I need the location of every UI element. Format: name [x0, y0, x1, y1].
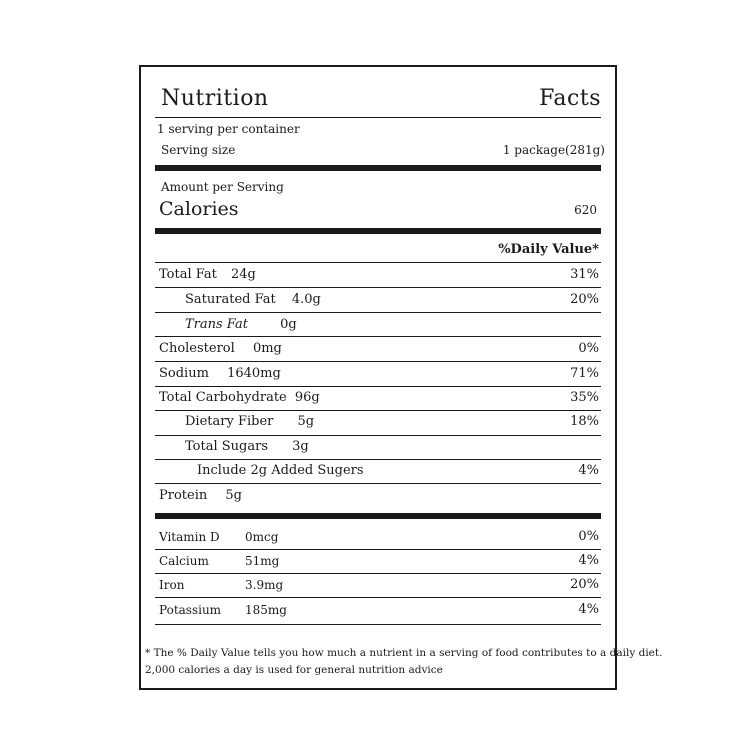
- divider: [155, 312, 601, 313]
- thick-divider: [155, 513, 601, 519]
- divider: [155, 549, 601, 550]
- amount-per-serving: Amount per Serving: [161, 180, 284, 194]
- vitamin-d-name: Vitamin D: [159, 530, 220, 544]
- iron-dv: 20%: [570, 577, 599, 592]
- divider: [155, 262, 601, 263]
- nutrient-dv: 31%: [570, 267, 599, 282]
- potassium-dv: 4%: [578, 602, 599, 617]
- calories-value: 620: [574, 203, 597, 217]
- nutrient-dv: 18%: [570, 414, 599, 429]
- nutrient-total-carbohydrate: [159, 390, 320, 405]
- nutrient-added-sugars: Include 2g Added Sugers: [197, 463, 364, 478]
- title-nutrition: Nutrition: [161, 86, 269, 111]
- nutrient-name: Cholesterol: [159, 341, 235, 356]
- nutrient-amount: 1640mg: [227, 366, 281, 381]
- nutrient-dietary-fiber: [185, 414, 314, 429]
- divider: [155, 336, 601, 337]
- footnote-line-2: 2,000 calories a day is used for general nutrition advice: [145, 664, 443, 676]
- divider: [155, 483, 601, 484]
- nutrient-amount: 4.0g: [291, 292, 321, 307]
- servings-per-container: 1 serving per container: [157, 122, 300, 136]
- potassium-name: Potassium: [159, 603, 222, 617]
- nutrition-facts-panel: [139, 65, 663, 690]
- divider: [155, 287, 601, 288]
- footnote-line-1: * The % Daily Value tells you how much a nutrient in a serving of food contributes to a daily diet.: [145, 647, 663, 659]
- divider: [155, 117, 601, 118]
- daily-value-header: %Daily Value*: [498, 242, 599, 257]
- thick-divider: [155, 165, 601, 171]
- nutrient-name: Trans Fat: [185, 317, 248, 332]
- nutrient-name: Total Fat: [159, 267, 217, 282]
- calories-label: Calories: [159, 198, 239, 220]
- calcium-dv: 4%: [578, 553, 599, 568]
- nutrient-trans-fat: [185, 317, 297, 332]
- nutrient-dv: 0%: [578, 341, 599, 356]
- nutrient-dv: 20%: [570, 292, 599, 307]
- nutrient-name: Saturated Fat: [185, 292, 276, 307]
- nutrient-amount: 5g: [297, 414, 315, 429]
- nutrient-name: Sodium: [159, 366, 209, 381]
- calcium-amount: 51mg: [245, 554, 280, 568]
- nutrient-total-fat: [159, 267, 256, 282]
- calcium-name: Calcium: [159, 554, 209, 568]
- thick-divider: [155, 228, 601, 234]
- nutrient-sodium: [159, 366, 281, 381]
- nutrient-amount: 0g: [280, 317, 297, 332]
- title-facts: Facts: [539, 86, 601, 111]
- nutrient-amount: 3g: [292, 439, 309, 454]
- nutrient-amount: 24g: [231, 267, 256, 282]
- nutrient-protein: [159, 488, 242, 503]
- nutrient-dv: 35%: [570, 390, 599, 405]
- divider: [155, 624, 601, 625]
- nutrient-name: Protein: [159, 488, 208, 503]
- divider: [155, 361, 601, 362]
- nutrient-total-sugars: [185, 439, 309, 454]
- serving-size-label: Serving size: [161, 143, 236, 157]
- nutrient-amount: 5g: [225, 488, 242, 503]
- nutrient-name: Total Carbohydrate: [159, 390, 287, 405]
- nutrient-amount: 96g: [294, 390, 320, 405]
- potassium-amount: 185mg: [245, 603, 287, 617]
- nutrient-name: Dietary Fiber: [185, 414, 274, 429]
- iron-amount: 3.9mg: [245, 578, 284, 592]
- nutrient-dv: 71%: [570, 366, 599, 381]
- divider: [155, 410, 601, 411]
- divider: [155, 573, 601, 574]
- iron-name: Iron: [159, 578, 185, 592]
- divider: [155, 386, 601, 387]
- nutrient-name: Total Sugars: [185, 439, 268, 454]
- nutrient-saturated-fat: [185, 292, 321, 307]
- serving-size-value: 1 package(281g): [502, 143, 605, 157]
- divider: [155, 459, 601, 460]
- divider: [155, 435, 601, 436]
- nutrient-amount: 0mg: [252, 341, 282, 356]
- nutrient-cholesterol: [159, 341, 282, 356]
- nutrient-dv: 4%: [578, 463, 599, 478]
- vitamin-d-dv: 0%: [578, 529, 599, 544]
- divider: [155, 597, 601, 598]
- vitamin-d-amount: 0mcg: [245, 530, 279, 544]
